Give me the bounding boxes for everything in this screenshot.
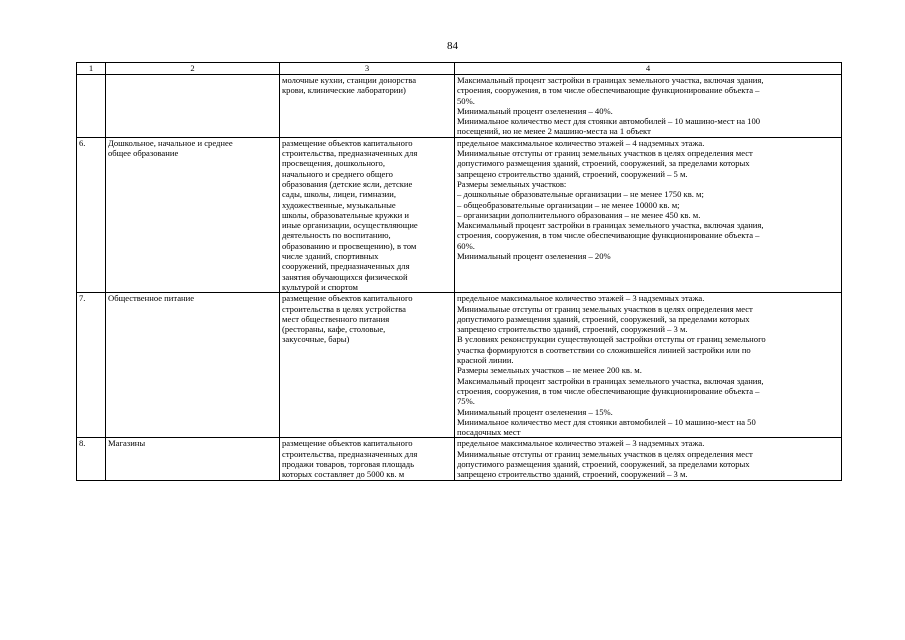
text-line: красной линии. <box>457 355 514 366</box>
row-number-cell: 6. <box>77 137 106 292</box>
land-use-description-cell <box>280 293 455 438</box>
text-line: – дошкольные образовательные организации – не менее 1750 кв. м; <box>457 189 704 200</box>
row-number-cell <box>77 75 106 138</box>
text-line: предельное максимальное количество этажей – 3 надземных этажа. <box>457 438 705 449</box>
text-line: 75%. <box>457 396 475 407</box>
text-line: мест общественного питания <box>282 313 390 324</box>
header-cell-4: 4 <box>455 63 842 75</box>
text-line: крови, клинические лаборатории) <box>282 85 406 96</box>
land-use-description-cell <box>280 438 455 480</box>
text-line: Размеры земельных участков: <box>457 178 567 189</box>
row-number-cell: 7. <box>77 293 106 438</box>
table-row <box>77 438 842 480</box>
text-line: размещение объектов капитального <box>282 438 413 449</box>
text-line: (рестораны, кафе, столовые, <box>282 324 386 335</box>
text-line: молочные кухни, станции донорства <box>282 75 417 85</box>
text-line: Минимальный процент озеленения – 20% <box>457 251 611 262</box>
construction-parameters-cell <box>455 438 842 480</box>
text-line: В условиях реконструкции существующей застройки отступы от границ земельного <box>457 334 766 345</box>
text-line: допустимого размещения зданий, строений, сооружений, за пределами которых <box>457 458 750 469</box>
text-line: закусочные, бары) <box>282 334 350 345</box>
construction-parameters-cell <box>455 75 842 138</box>
text-line: размещение объектов капитального <box>282 293 413 304</box>
text-line: Дошкольное, начальное и среднее <box>108 137 233 148</box>
land-use-description-cell <box>280 75 455 138</box>
table-row <box>77 137 842 292</box>
text-line: образования (детские ясли, детские <box>282 178 413 189</box>
header-cell-1: 1 <box>77 63 106 75</box>
text-line: допустимого размещения зданий, строений, сооружений, за пределами которых <box>457 313 750 324</box>
text-line: 50%. <box>457 95 475 106</box>
text-line: строительства, предназначенных для <box>282 148 418 159</box>
text-line: числе зданий, спортивных <box>282 251 379 262</box>
text-line: сады, школы, лицеи, гимназии, <box>282 189 396 200</box>
text-line: Минимальный процент озеленения – 15%. <box>457 406 613 417</box>
text-line: просвещения, дошкольного, <box>282 158 385 169</box>
text-line: запрещено строительство зданий, строений, сооружений – 5 м. <box>457 168 688 179</box>
land-use-description-cell <box>280 137 455 292</box>
text-line: Минимальное количество мест для стоянки автомобилей – 10 машино-мест на 100 <box>457 116 761 127</box>
text-line: Максимальный процент застройки в границах земельного участка, включая здания, <box>457 75 764 85</box>
text-line: размещение объектов капитального <box>282 137 413 148</box>
text-line: допустимого размещения зданий, строений, сооружений, за пределами которых <box>457 158 750 169</box>
text-line: посадочных мест <box>457 427 521 438</box>
text-line: Максимальный процент застройки в границах земельного участка, включая здания, <box>457 375 764 386</box>
text-line: иные организации, осуществляющие <box>282 220 418 231</box>
text-line: Минимальные отступы от границ земельных участков в целях определения мест <box>457 448 753 459</box>
land-use-name-cell <box>106 438 280 480</box>
text-line: Минимальный процент озеленения – 40%. <box>457 105 613 116</box>
table-row <box>77 293 842 438</box>
text-line: запрещено строительство зданий, строений, сооружений – 3 м. <box>457 324 688 335</box>
text-line: сооружений, предназначенных для <box>282 261 410 272</box>
land-use-name-cell <box>106 75 280 138</box>
construction-parameters-cell <box>455 137 842 292</box>
text-line: образованию и просвещению), в том <box>282 240 417 251</box>
text-line: Размеры земельных участков – не менее 200 кв. м. <box>457 365 642 376</box>
header-cell-3: 3 <box>280 63 455 75</box>
text-line: культурой и спортом <box>282 281 358 292</box>
construction-parameters-cell <box>455 293 842 438</box>
text-line: строения, сооружения, в том числе обеспечивающие функционирование объекта – <box>457 85 760 96</box>
text-line: деятельность по воспитанию, <box>282 230 391 241</box>
text-line: начального и среднего общего <box>282 168 393 179</box>
text-line: школы, образовательные кружки и <box>282 209 409 220</box>
text-line: запрещено строительство зданий, строений, сооружений – 3 м. <box>457 469 688 480</box>
zoning-table <box>76 62 842 481</box>
text-line: строения, сооружения, в том числе обеспечивающие функционирование объекта – <box>457 230 760 241</box>
text-line: посещений, но не менее 2 машино-места на 1 объект <box>457 126 651 137</box>
land-use-name-cell <box>106 293 280 438</box>
text-line: 60%. <box>457 240 475 251</box>
text-line: строения, сооружения, в том числе обеспечивающие функционирование объекта – <box>457 385 760 396</box>
text-line: Магазины <box>108 438 146 449</box>
text-line: занятия обучающихся физической <box>282 271 408 282</box>
table-row <box>77 75 842 138</box>
text-line: строительства в целях устройства <box>282 303 406 314</box>
row-number-cell: 8. <box>77 438 106 480</box>
text-line: – организации дополнительного образования – не менее 450 кв. м. <box>457 209 701 220</box>
text-line: Максимальный процент застройки в границах земельного участка, включая здания, <box>457 220 764 231</box>
text-line: строительства, предназначенных для <box>282 448 418 459</box>
text-line: общее образование <box>108 148 179 159</box>
text-line: Общественное питание <box>108 293 195 304</box>
text-line: продажи товаров, торговая площадь <box>282 458 415 469</box>
text-line: участка формируются в соответствии со сложившейся линией застройки или по <box>457 344 751 355</box>
text-line: – общеобразовательные организации – не менее 10000 кв. м; <box>457 199 680 210</box>
text-line: которых составляет до 5000 кв. м <box>282 469 405 480</box>
text-line: Минимальное количество мест для стоянки автомобилей – 10 машино-мест на 50 <box>457 416 756 427</box>
text-line: Минимальные отступы от границ земельных участков в целях определения мест <box>457 303 753 314</box>
text-line: предельное максимальное количество этажей – 3 надземных этажа. <box>457 293 705 304</box>
table-header-row <box>77 63 842 75</box>
land-use-name-cell <box>106 137 280 292</box>
text-line: Минимальные отступы от границ земельных участков в целях определения мест <box>457 148 753 159</box>
text-line: предельное максимальное количество этажей – 4 надземных этажа. <box>457 137 705 148</box>
page-number: 84 <box>447 40 458 52</box>
header-cell-2: 2 <box>106 63 280 75</box>
text-line: художественные, музыкальные <box>282 199 396 210</box>
